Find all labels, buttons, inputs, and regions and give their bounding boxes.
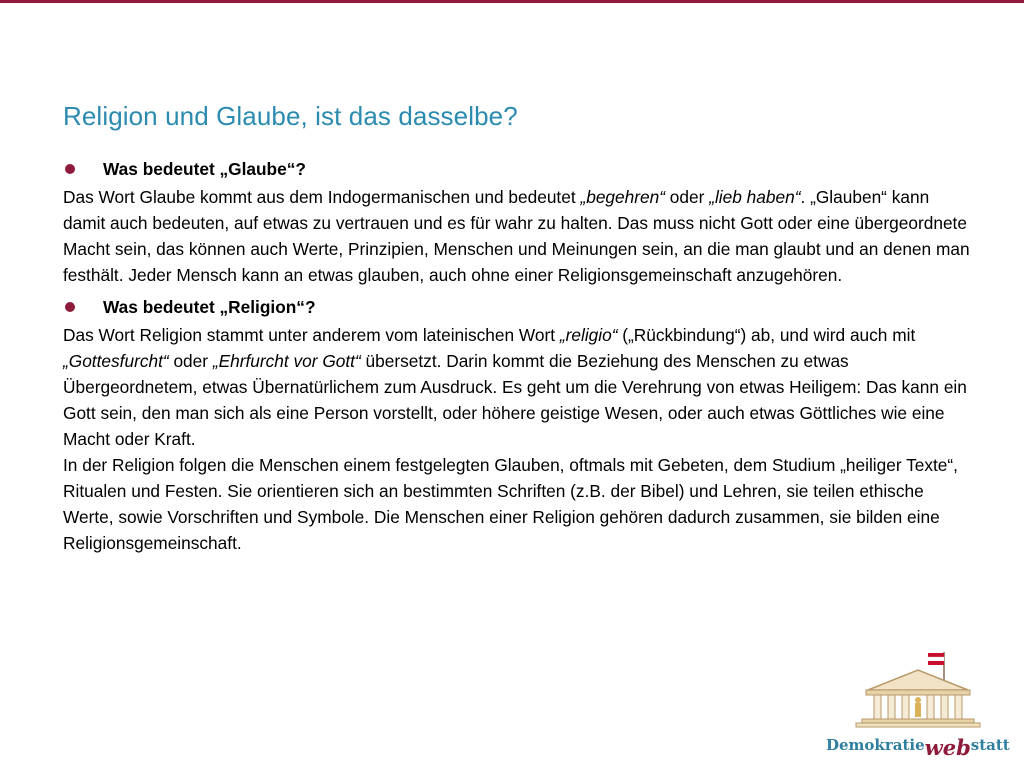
text-run: Das Wort Religion stammt unter anderem vom lateinischen Wort bbox=[63, 325, 560, 345]
slide-title: Religion und Glaube, ist das dasselbe? bbox=[63, 101, 518, 131]
bullet-icon bbox=[65, 302, 75, 312]
text-run: oder bbox=[168, 351, 213, 371]
paragraph-religion-2: In der Religion folgen die Menschen einem festgelegten Glauben, oftmals mit Gebeten, dem Studium „heiliger Texte“, Ritualen und Festen. Sie orientieren sich an bestimmten Schriften (z.B. der Bibel) und Lehren, sie teilen ethische Werte, sowie Vorschriften und Symbole. Die Menschen einer Religion gehören dadurch zusammen, sie bilden eine Religionsgemeinschaft. bbox=[63, 455, 958, 553]
text-run: Das Wort Glaube kommt aus dem Indogermanischen und bedeutet bbox=[63, 187, 581, 207]
italic-term: „religio“ bbox=[559, 325, 618, 345]
text-run: übersetzt. Darin kommt die Beziehung des Menschen zu etwas Übergeordnetem, etwas Übernatürlichem zum Ausdruck. Es geht um die Verehrung von etwas Heiligem: Das kann ein Gott sein, den man sich als eine Person vorstellt, oder höhere geistige Wesen, oder auch etwas Göttliches wie eine Macht oder Kraft. bbox=[63, 351, 967, 449]
logo-text-part3: statt bbox=[970, 736, 1010, 754]
slide-content bbox=[63, 156, 973, 556]
logo-wordmark bbox=[826, 730, 1010, 760]
text-run: („Rückbindung“) ab, und wird auch mit bbox=[617, 325, 916, 345]
top-accent-rule bbox=[0, 0, 1024, 3]
paragraph-religion-1 bbox=[63, 322, 973, 452]
paragraph-glaube bbox=[63, 184, 973, 288]
italic-term: „lieb haben“ bbox=[709, 187, 801, 207]
italic-term: „Gottesfurcht“ bbox=[63, 351, 169, 371]
demokratiewebstatt-logo bbox=[826, 648, 1016, 760]
logo-text-part1: Demokratie bbox=[826, 736, 925, 754]
heading-religion-text: Was bedeutet „Religion“? bbox=[103, 297, 316, 317]
bullet-heading-religion bbox=[63, 294, 973, 320]
text-run: oder bbox=[665, 187, 710, 207]
heading-glaube-text: Was bedeutet „Glaube“? bbox=[103, 159, 306, 179]
logo-text-web: web bbox=[924, 735, 971, 760]
bullet-icon bbox=[65, 164, 75, 174]
parliament-building-icon bbox=[826, 648, 1016, 732]
italic-term: „Ehrfurcht vor Gott“ bbox=[212, 351, 361, 371]
italic-term: „begehren“ bbox=[580, 187, 665, 207]
bullet-heading-glaube bbox=[63, 156, 973, 182]
text-run: . „Glauben“ kann damit auch bedeuten, auf etwas zu vertrauen und es für wahr zu halten. Das muss nicht Gott oder eine übergeordnete Macht sein, das können auch Werte, Prinzipien, Menschen und Meinungen sein, an die man glaubt und an denen man festhält. Jeder Mensch kann an etwas glauben, auch ohne einer Religionsgemeinschaft anzugehören. bbox=[63, 187, 970, 285]
